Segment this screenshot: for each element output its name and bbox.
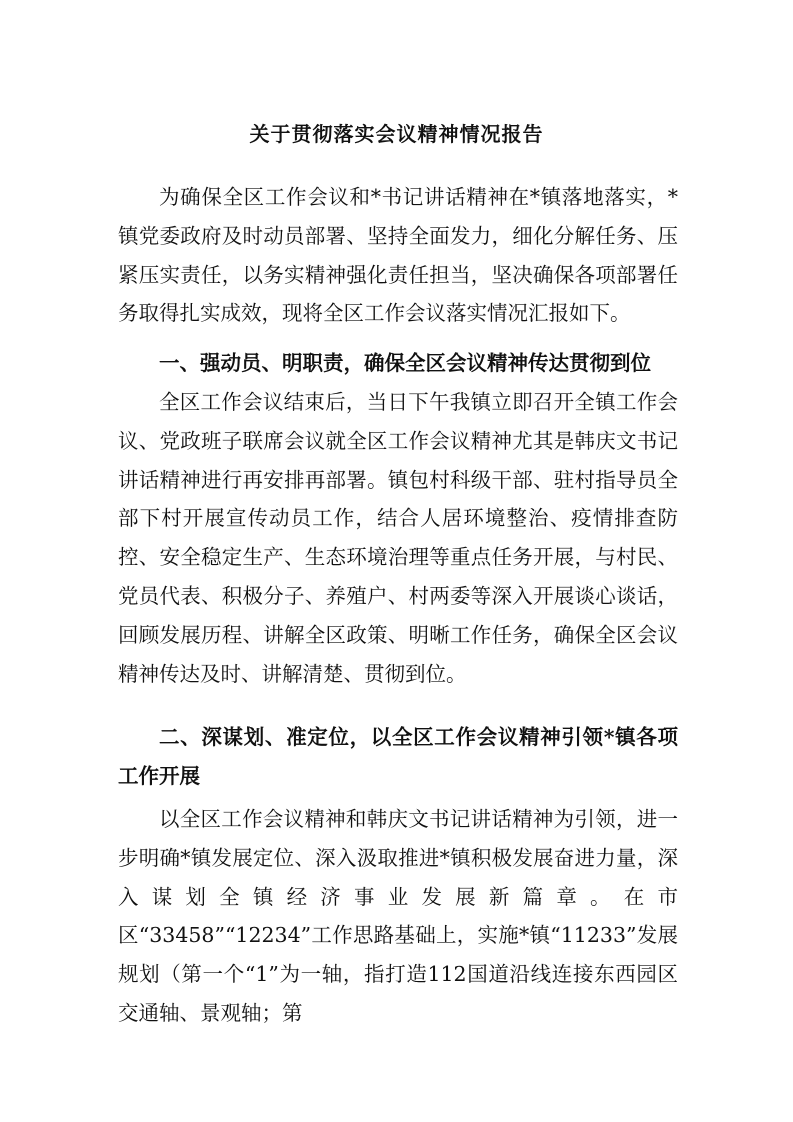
section-2-paragraph: 以全区工作会议精神和韩庆文书记讲话精神为引领，进一步明确*镇发展定位、深入汲取推进*镇积极发展奋进力量，深入谋划全镇经济事业发展新篇章。在市区“33458”“12234”工作思路基础上，实施*镇“11233”发展规划（第一个“1”为一轴，指打造112国道沿线连接东西园区交通轴、景观轴；第 [118, 807, 678, 1025]
section-2-heading: 二、深谋划、准定位，以全区工作会议精神引领*镇各项工作开展 [118, 725, 678, 788]
document-title: 关于贯彻落实会议精神情况报告 [249, 122, 544, 146]
intro-paragraph: 为确保全区工作会议和*书记讲话精神在*镇落地落实，*镇党委政府及时动员部署、坚持全面发力，细化分解任务、压紧压实责任，以务实精神强化责任担当，坚决确保各项部署任务取得扎实成效，现将全区工作会议落实情况汇报如下。 [118, 185, 678, 326]
section-1-paragraph: 全区工作会议结束后，当日下午我镇立即召开全镇工作会议、党政班子联席会议就全区工作会议精神尤其是韩庆文书记讲话精神进行再安排再部署。镇包村科级干部、驻村指导员全部下村开展宣传动员工作，结合人居环境整治、疫情排查防控、安全稳定生产、生态环境治理等重点任务开展，与村民、党员代表、积极分子、养殖户、村两委等深入开展谈心谈话，回顾发展历程、讲解全区政策、明晰工作任务，确保全区会议精神传达及时、讲解清楚、贯彻到位。 [118, 390, 678, 686]
section-1-heading: 一、强动员、明职责，确保全区会议精神传达贯彻到位 [159, 351, 651, 375]
